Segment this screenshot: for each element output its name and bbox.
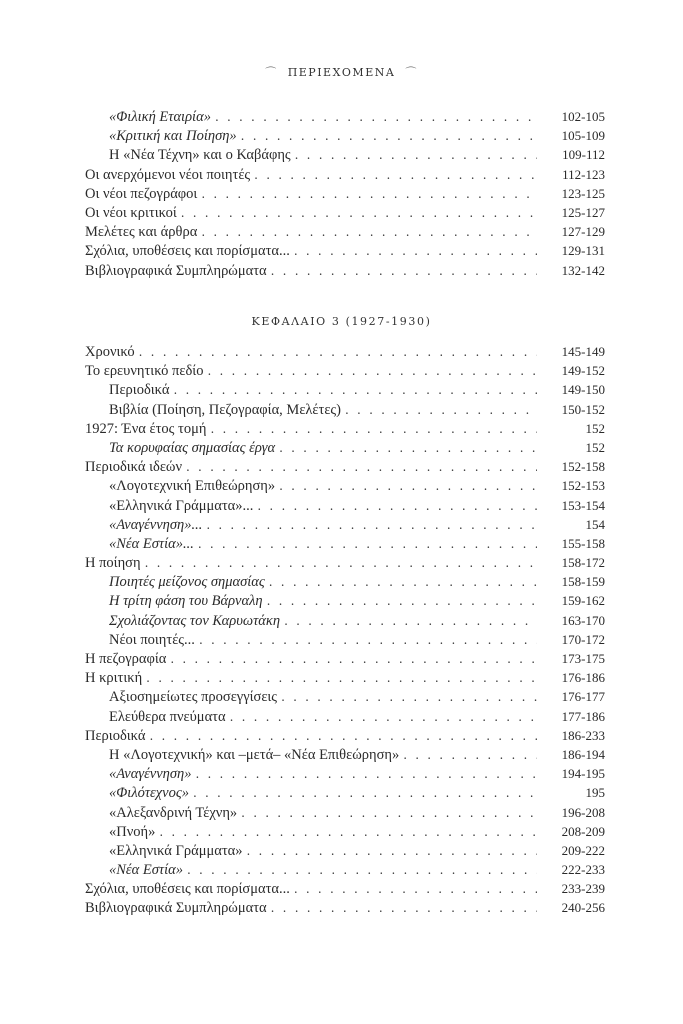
toc-entry[interactable] — [85, 879, 605, 898]
toc-entry-title: Περιοδικά ιδεών — [85, 459, 183, 476]
toc-entry[interactable] — [85, 687, 605, 706]
toc-entry[interactable] — [85, 841, 605, 860]
toc-entry-title: Η ποίηση — [85, 555, 141, 572]
toc-entry-title: «Πνοή» — [109, 823, 156, 840]
toc-entry-pages: 233-239 — [561, 881, 605, 897]
toc-entry[interactable] — [85, 380, 605, 399]
dot-leader — [254, 166, 537, 185]
dot-leader — [241, 804, 537, 823]
toc-entry-pages: 152 — [585, 420, 605, 436]
dot-leader — [271, 899, 537, 918]
dot-leader — [403, 746, 537, 765]
dot-leader — [181, 204, 537, 223]
toc-entry[interactable] — [85, 553, 605, 572]
toc-entry-title: «Φιλότεχνος» — [109, 785, 189, 802]
toc-entry-pages: 132-142 — [561, 262, 605, 278]
toc-entry[interactable] — [85, 361, 605, 380]
toc-entry-pages: 222-233 — [561, 862, 605, 878]
toc-entry-pages: 176-186 — [561, 670, 605, 686]
toc-entry-pages: 154 — [585, 516, 605, 532]
toc-entry-pages: 170-172 — [561, 631, 605, 647]
toc-entry-pages: 129-131 — [561, 243, 605, 259]
toc-entry-title: Τα κορυφαίας σημασίας έργα — [109, 439, 276, 456]
toc-entry-title: Το ερευνητικό πεδίο — [85, 363, 204, 380]
toc-entry-title: Οι ανερχόμενοι νέοι ποιητές — [85, 166, 251, 183]
toc-entry[interactable] — [85, 726, 605, 745]
dot-leader — [281, 688, 537, 707]
dot-leader — [257, 497, 537, 516]
toc-entry-pages: 105-109 — [561, 128, 605, 144]
dot-leader — [279, 439, 537, 458]
dot-leader — [201, 223, 537, 242]
toc-entry-title: Μελέτες και άρθρα — [85, 224, 198, 241]
dot-leader — [187, 861, 537, 880]
dot-leader — [207, 362, 537, 381]
toc-entry-pages: 159-162 — [561, 593, 605, 609]
toc-entry-title: Η πεζογραφία — [85, 651, 167, 667]
toc-entry-pages: 163-170 — [561, 612, 605, 628]
toc-entry[interactable] — [85, 860, 605, 879]
toc-entry[interactable] — [85, 496, 605, 515]
toc-entry-title: «Αλεξανδρινή Τέχνη» — [109, 804, 238, 821]
toc-entry-title: 1927: Ένα έτος τομή — [85, 420, 207, 437]
toc-section-chapter2-continued — [85, 107, 605, 280]
dot-leader — [271, 262, 537, 281]
toc-entry[interactable] — [85, 457, 605, 476]
toc-entry-title: Αξιοσημείωτες προσεγγίσεις — [109, 689, 278, 706]
toc-section-chapter3 — [85, 342, 605, 918]
dot-leader — [284, 612, 537, 631]
toc-entry-pages: 240-256 — [561, 900, 605, 916]
toc-entry[interactable] — [85, 241, 605, 260]
toc-entry-title: «Νέα Εστία» — [109, 862, 183, 879]
dot-leader — [295, 146, 537, 165]
toc-entry[interactable] — [85, 261, 605, 280]
toc-entry-pages: 196-208 — [561, 804, 605, 820]
toc-entry[interactable] — [85, 764, 605, 783]
dot-leader — [159, 823, 537, 842]
dot-leader — [269, 573, 537, 592]
running-head-title: ΠΕΡΙΕΧΟΜΕΝΑ — [287, 66, 396, 79]
toc-entry-title: Σχολιάζοντας τον Καρυωτάκη — [109, 612, 281, 629]
dot-leader — [139, 343, 537, 362]
dot-leader — [199, 631, 537, 650]
toc-entry-title: Η τρίτη φάση του Βάρναλη — [109, 593, 263, 610]
ornament-left-icon: ⌒ — [265, 66, 278, 79]
toc-entry-pages: 123-125 — [561, 185, 605, 201]
toc-entry-pages: 127-129 — [561, 224, 605, 240]
ornament-right-icon: ⌒ — [405, 66, 418, 79]
dot-leader — [193, 784, 537, 803]
toc-entry[interactable] — [85, 534, 605, 553]
dot-leader — [210, 420, 537, 439]
toc-entry-pages: 155-158 — [561, 535, 605, 551]
toc-entry-title: «Λογοτεχνική Επιθεώρηση» — [109, 478, 276, 495]
toc-entry-title: Βιβλιογραφικά Συμπληρώματα — [85, 900, 267, 917]
toc-entry[interactable] — [85, 745, 605, 764]
toc-entry-title: Βιβλία (Ποίηση, Πεζογραφία, Μελέτες) — [109, 401, 342, 418]
dot-leader — [195, 765, 537, 784]
dot-leader — [173, 381, 537, 400]
toc-entry[interactable] — [85, 707, 605, 726]
toc-entry-pages: 158-159 — [561, 574, 605, 590]
dot-leader — [294, 880, 537, 899]
toc-entry-pages: 149-152 — [561, 363, 605, 379]
toc-entry-title: Σχόλια, υποθέσεις και πορίσματα... — [85, 243, 290, 260]
toc-entry-title: Ποιητές μείζονος σημασίας — [109, 574, 265, 591]
toc-entry-title: Βιβλιογραφικά Συμπληρώματα — [85, 262, 267, 279]
dot-leader — [170, 650, 537, 669]
toc-entry-title: «Αναγέννηση» — [109, 766, 192, 783]
dot-leader — [198, 535, 537, 554]
toc-entry[interactable] — [85, 783, 605, 802]
toc-entry[interactable] — [85, 438, 605, 457]
toc-entry-title: Η «Νέα Τέχνη» και ο Καβάφης — [109, 147, 291, 164]
toc-entry-pages: 109-112 — [562, 147, 605, 163]
toc-entry-pages: 112-123 — [562, 166, 605, 182]
toc-entry-title: «Φιλική Εταιρία» — [109, 109, 211, 125]
toc-entry[interactable] — [85, 400, 605, 419]
running-head — [0, 64, 683, 80]
toc-entry-title: «Αναγέννηση»... — [109, 516, 203, 533]
dot-leader — [145, 554, 537, 573]
toc-entry[interactable] — [85, 668, 605, 687]
toc-entry[interactable] — [85, 222, 605, 241]
dot-leader — [206, 516, 537, 535]
toc-entry-title: Περιοδικά — [109, 382, 170, 399]
toc-entry-pages: 194-195 — [561, 766, 605, 782]
toc-entry[interactable] — [85, 515, 605, 534]
toc-entry-pages: 149-150 — [561, 382, 605, 398]
toc-entry[interactable] — [85, 649, 605, 668]
toc-entry-title: Οι νέοι κριτικοί — [85, 204, 177, 221]
dot-leader — [279, 477, 537, 496]
toc-entry-pages: 152-153 — [561, 478, 605, 494]
toc-entry[interactable] — [85, 107, 605, 126]
toc-entry-title: Σχόλια, υποθέσεις και πορίσματα... — [85, 881, 290, 898]
toc-entry[interactable] — [85, 591, 605, 610]
toc-entry-title: Ελεύθερα πνεύματα — [109, 708, 226, 725]
toc-entry-title: Νέοι ποιητές... — [109, 631, 195, 648]
toc-entry-pages: 176-177 — [561, 689, 605, 705]
toc-entry-pages: 208-209 — [561, 823, 605, 839]
dot-leader — [241, 127, 537, 146]
toc-entry-title: Χρονικό — [85, 344, 135, 360]
dot-leader — [146, 669, 537, 688]
toc-entry[interactable] — [85, 611, 605, 630]
toc-entry-title: Περιοδικά — [85, 727, 146, 744]
toc-entry-title: «Ελληνικά Γράμματα»... — [109, 497, 254, 514]
toc-entry[interactable] — [85, 630, 605, 649]
toc-entry[interactable] — [85, 184, 605, 203]
dot-leader — [186, 458, 537, 477]
toc-entry-title: Η κριτική — [85, 670, 143, 687]
toc-entry[interactable] — [85, 822, 605, 841]
toc-entry-title: «Κριτική και Ποίηση» — [109, 128, 237, 145]
toc-entry[interactable] — [85, 476, 605, 495]
toc-entry[interactable] — [85, 342, 605, 361]
toc-entry-pages: 177-186 — [561, 708, 605, 724]
toc-entry[interactable] — [85, 145, 605, 164]
dot-leader — [267, 592, 537, 611]
toc-entry[interactable] — [85, 898, 605, 917]
toc-entry-pages: 186-194 — [561, 746, 605, 762]
toc-entry-pages: 145-149 — [561, 344, 605, 359]
dot-leader — [149, 727, 537, 746]
toc-entry-pages: 195 — [585, 785, 605, 801]
toc-entry-pages: 125-127 — [561, 204, 605, 220]
toc-entry[interactable] — [85, 203, 605, 222]
toc-entry-pages: 153-154 — [561, 497, 605, 513]
dot-leader — [230, 708, 537, 727]
toc-entry[interactable] — [85, 572, 605, 591]
toc-entry-title: «Νέα Εστία»... — [109, 535, 194, 552]
toc-entry-pages: 209-222 — [561, 842, 605, 858]
toc-entry-pages: 150-152 — [561, 401, 605, 417]
toc-entry[interactable] — [85, 803, 605, 822]
dot-leader — [215, 108, 537, 127]
dot-leader — [247, 842, 537, 861]
toc-entry-title: Η «Λογοτεχνική» και –μετά– «Νέα Επιθεώρηση» — [109, 746, 400, 763]
toc-entry[interactable] — [85, 419, 605, 438]
toc-entry-pages: 152 — [585, 439, 605, 455]
toc-entry-pages: 186-233 — [561, 727, 605, 743]
toc-entry-pages: 173-175 — [561, 651, 605, 666]
toc-entry-pages: 158-172 — [561, 555, 605, 571]
toc-entry-title: Οι νέοι πεζογράφοι — [85, 185, 198, 202]
dot-leader — [201, 185, 537, 204]
toc-entry-pages: 102-105 — [561, 109, 605, 124]
toc-entry[interactable] — [85, 126, 605, 145]
toc-entry[interactable] — [85, 165, 605, 184]
toc-entry-title: «Ελληνικά Γράμματα» — [109, 842, 243, 859]
toc-entry-pages: 152-158 — [561, 459, 605, 475]
chapter-heading: ΚΕΦΑΛΑΙΟ 3 (1927-1930) — [251, 315, 432, 328]
dot-leader — [294, 242, 537, 261]
dot-leader — [345, 401, 537, 420]
